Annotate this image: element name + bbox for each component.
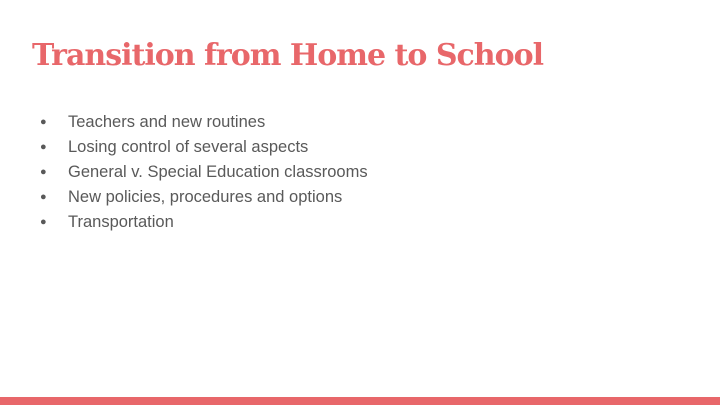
bullet-text: Teachers and new routines [68, 113, 266, 131]
bullet-dot-icon: ● [40, 216, 47, 228]
bullet-text: Transportation [68, 213, 174, 231]
bullet-dot-icon: ● [40, 116, 47, 128]
slide-title: Transition from Home to School [32, 38, 544, 73]
bullet-item-policies [40, 185, 368, 210]
bottom-accent-bar [0, 397, 720, 405]
bullet-list [40, 110, 368, 235]
bullet-item-teachers [40, 110, 368, 135]
bullet-dot-icon: ● [40, 141, 47, 153]
bullet-item-transportation [40, 210, 368, 235]
bullet-dot-icon: ● [40, 166, 47, 178]
bullet-item-losing-control [40, 135, 368, 160]
bullet-text: Losing control of several aspects [68, 138, 309, 156]
bullet-item-classrooms [40, 160, 368, 185]
bullet-text: General v. Special Education classrooms [68, 163, 368, 181]
bullet-dot-icon: ● [40, 191, 47, 203]
bullet-text: New policies, procedures and options [68, 188, 343, 206]
